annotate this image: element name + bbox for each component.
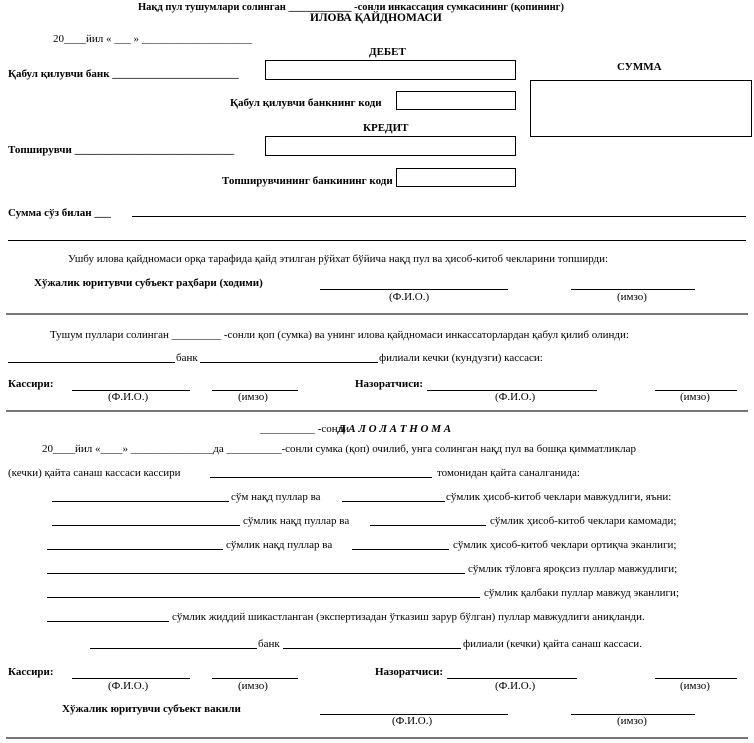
act-number-prefix[interactable]: __________ -сонли <box>260 423 350 435</box>
form-title: ИЛОВА ҚАЙДНОМАСИ <box>310 12 442 24</box>
act-r3-text-a: сўмлик нақд пуллар ва <box>226 539 333 551</box>
act-cashier-sign-line[interactable] <box>212 678 298 679</box>
received-controller-fio-caption: (Ф.И.О.) <box>495 391 536 403</box>
act-r2-check-line[interactable] <box>370 525 486 526</box>
act-bank-line[interactable] <box>90 648 257 649</box>
act-controller-label: Назоратчиси: <box>375 666 444 678</box>
credit-label: КРЕДИТ <box>363 122 409 134</box>
received-bank-line[interactable] <box>8 362 175 363</box>
received-cashier-sign-caption: (имзо) <box>238 391 268 403</box>
received-text: Тушум пуллари солинган _________ -сонли қоп (сумка) ва унинг илова қайдномаси инкассаторлардан қабул қилиб олинди: <box>50 329 629 341</box>
act-r2-text-a: сўмлик нақд пуллар ва <box>243 515 350 527</box>
debet-label: ДЕБЕТ <box>369 46 406 58</box>
received-controller-label: Назоратчиси: <box>355 378 424 390</box>
act-r1-cash-line[interactable] <box>52 501 229 502</box>
act-branch-line[interactable] <box>283 648 461 649</box>
act-r6-line[interactable] <box>47 621 169 622</box>
received-cashier-label: Кассири: <box>8 378 54 390</box>
section-separator-2 <box>6 410 748 412</box>
received-bank-word: банк <box>176 352 198 364</box>
head-sign-caption: (имзо) <box>617 291 647 303</box>
act-line-2b: томонидан қайта саналганида: <box>437 467 580 479</box>
act-r1-check-line[interactable] <box>342 501 445 502</box>
act-r2-cash-line[interactable] <box>52 525 240 526</box>
act-bank-word: банк <box>258 638 280 650</box>
head-fio-caption: (Ф.И.О.) <box>389 291 430 303</box>
act-line-1: 20____йил «____» _______________да __________-сонли сумка (қоп) очилиб, унга солинган нақд пул ва бошқа қимматликлар <box>42 443 637 455</box>
act-r4-text: сўмлик тўловга яроқсиз пуллар мавжудлиги; <box>468 563 678 575</box>
handover-text: Ушбу илова қайдномаси орқа тарафида қайд этилган рўйхат бўйича нақд пул ва ҳисоб-китоб чекларини топширди: <box>68 253 609 265</box>
act-rep-fio-caption: (Ф.И.О.) <box>392 715 433 727</box>
act-cashier-sign-caption: (имзо) <box>238 680 268 692</box>
head-label: Хўжалик юритувчи субъект раҳбари (ходими) <box>34 277 263 289</box>
act-controller-sign-line[interactable] <box>655 678 737 679</box>
receiving-bank-label: Қабул қилувчи банк _______________________ <box>8 68 239 80</box>
sender-bank-code-field[interactable] <box>396 168 516 187</box>
act-r6-text: сўмлик жиддий шикастланган (экспертизадан ўтказиш зарур бўлган) пуллар мавжудлиги аниқланди. <box>172 611 645 623</box>
received-branch-text: филиали кечки (кундузги) кассаси: <box>379 352 543 364</box>
receiving-bank-code-label: Қабул қилувчи банкнинг коди <box>230 97 382 109</box>
received-branch-line[interactable] <box>200 362 378 363</box>
act-r1-text-a: сўм нақд пуллар ва <box>231 491 321 503</box>
credit-account-field[interactable] <box>265 136 516 156</box>
act-r2-text-b: сўмлик ҳисоб-китоб чеклари камомади; <box>490 515 677 527</box>
form-subtitle: Нақд пул тушумлари солинган ____________ -сонли инкассация сумкасининг (қопининг) <box>138 2 564 13</box>
act-branch-text: филиали (кечки) қайта санаш кассаси. <box>463 638 642 650</box>
act-recount-cashier-line[interactable] <box>210 477 432 478</box>
act-r3-text-b: сўмлик ҳисоб-китоб чеклари ортиқча эканлиги; <box>453 539 677 551</box>
amount-words-label: Сумма сўз билан ___ <box>8 207 111 219</box>
act-cashier-fio-caption: (Ф.И.О.) <box>108 680 149 692</box>
act-r1-text-b: сўмлик ҳисоб-китоб чеклари мавжудлиги, яъни: <box>446 491 672 503</box>
bottom-separator <box>6 737 748 739</box>
sender-bank-code-label: Топширувчининг банкининг коди <box>222 175 393 187</box>
received-cashier-fio-caption: (Ф.И.О.) <box>108 391 149 403</box>
act-controller-sign-caption: (имзо) <box>680 680 710 692</box>
amount-words-line-2[interactable] <box>8 240 746 241</box>
summa-label: СУММА <box>617 61 662 73</box>
act-rep-sign-caption: (имзо) <box>617 715 647 727</box>
act-title: Д А Л О Л А Т Н О М А <box>338 423 452 435</box>
date-line[interactable]: 20____йил « ___ » ____________________ <box>53 33 252 45</box>
receiving-bank-code-field[interactable] <box>396 91 516 110</box>
act-r3-check-line[interactable] <box>352 549 449 550</box>
act-cashier-label: Кассири: <box>8 666 54 678</box>
head-fio-line[interactable] <box>320 289 508 290</box>
act-controller-fio-caption: (Ф.И.О.) <box>495 680 536 692</box>
act-cashier-fio-line[interactable] <box>72 678 190 679</box>
act-r4-line[interactable] <box>47 573 465 574</box>
act-r5-text: сўмлик қалбаки пуллар мавжуд эканлиги; <box>484 587 679 599</box>
act-r5-line[interactable] <box>47 597 480 598</box>
act-rep-label: Хўжалик юритувчи субъект вакили <box>62 703 241 715</box>
amount-words-line[interactable] <box>132 216 746 217</box>
sender-label: Топширувчи _____________________________ <box>8 144 235 156</box>
summa-field[interactable] <box>530 80 752 137</box>
head-sign-line[interactable] <box>571 289 695 290</box>
debet-account-field[interactable] <box>265 60 516 80</box>
act-r3-cash-line[interactable] <box>47 549 223 550</box>
section-separator-1 <box>6 313 748 315</box>
act-line-2a: (кечки) қайта санаш кассаси кассири <box>8 467 181 479</box>
act-controller-fio-line[interactable] <box>447 678 577 679</box>
received-controller-sign-caption: (имзо) <box>680 391 710 403</box>
